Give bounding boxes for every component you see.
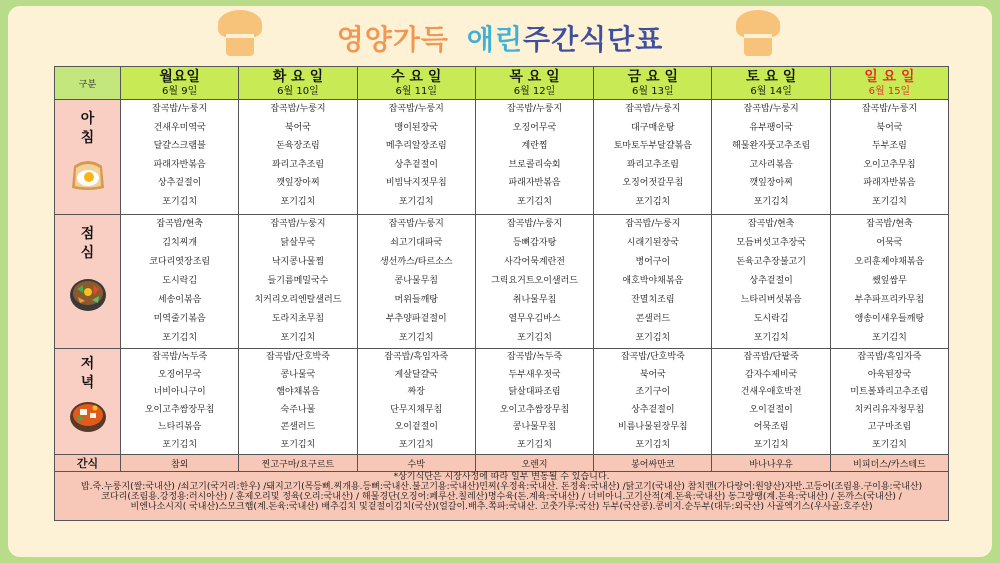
menu-item: 오이겉절이 <box>749 404 793 415</box>
weekly-menu-table <box>54 66 949 521</box>
menu-item: 포기김치 <box>517 439 552 450</box>
menu-item: 잡곡밥/누룽지 <box>506 219 563 229</box>
menu-item: 감자수제비국 <box>745 369 798 380</box>
row-label-lunch <box>55 215 121 349</box>
menu-item: 비빔낙지젓무침 <box>385 178 447 189</box>
menu-item: 해물완자풋고추조림 <box>732 141 811 152</box>
menu-item: 북어국 <box>639 369 666 380</box>
menu-item: 오이고추쌈장무침 <box>499 404 570 415</box>
day-header <box>594 67 712 100</box>
title-part2b: 주간식단표 <box>523 23 664 56</box>
menu-item: 잡곡밥/누룽지 <box>506 104 563 114</box>
snack-cell: 바나나우유 <box>712 455 830 472</box>
menu-item: 대구매운탕 <box>631 122 675 133</box>
menu-cell <box>830 100 948 215</box>
menu-item: 병어구이 <box>635 257 671 267</box>
day-header <box>712 67 830 100</box>
day-date: 6월 10일 <box>277 85 319 97</box>
menu-item: 오이겉절이 <box>394 422 438 432</box>
menu-item: 파래자반볶음 <box>863 178 916 189</box>
menu-item: 포기김치 <box>162 439 198 450</box>
menu-item: 고구마조림 <box>867 422 912 432</box>
menu-cell <box>121 349 239 455</box>
snack-cell: 참외 <box>121 455 239 472</box>
menu-item: 어묵국 <box>876 238 903 248</box>
day-name: 토 요 일 <box>745 68 797 85</box>
menu-item: 부추파프리카무침 <box>854 295 925 305</box>
menu-item: 게살달걀국 <box>394 369 438 380</box>
menu-item: 부추양파겉절이 <box>385 314 447 324</box>
menu-item: 돈육고추장불고기 <box>736 257 806 267</box>
note-line: *상기식단은 시장사정에 따라 일부 변동될 수 있습니다. <box>393 472 610 482</box>
day-name: 일 요 일 <box>864 68 915 85</box>
menu-item: 포기김치 <box>635 439 671 450</box>
menu-cell <box>712 349 830 455</box>
menu-item: 메추리알장조림 <box>385 141 447 152</box>
menu-cell <box>475 100 593 215</box>
menu-item: 취나물무침 <box>512 295 557 305</box>
menu-item: 잔멸치조림 <box>631 295 675 305</box>
menu-item: 잡곡밥/단호박죽 <box>265 352 330 362</box>
menu-item: 포기김치 <box>398 439 434 450</box>
menu-item: 잡곡밥/녹두죽 <box>152 352 208 362</box>
menu-item: 잡곡밥/단팥죽 <box>743 352 799 362</box>
menu-item: 건새우미역국 <box>153 122 206 133</box>
menu-item: 비름나물된장무침 <box>618 422 688 432</box>
menu-item: 조기구이 <box>635 387 671 397</box>
menu-item: 들기름메밀국수 <box>267 276 329 286</box>
menu-item: 잡곡밥/녹두죽 <box>506 352 563 362</box>
menu-item: 상추겉절이 <box>157 178 202 189</box>
menu-item: 콩나물무침 <box>394 276 438 286</box>
snack-cell: 수박 <box>357 455 475 472</box>
menu-item: 꽈리고추조림 <box>626 159 679 170</box>
menu-item: 미트볼꽈리고추조림 <box>850 387 929 397</box>
menu-item: 콩나물무침 <box>512 422 557 432</box>
menu-item: 김치찌개 <box>162 238 198 248</box>
menu-cell <box>239 215 357 349</box>
menu-cell <box>239 100 357 215</box>
menu-item: 맹이된장국 <box>394 122 438 133</box>
menu-item: 쇠고기대파국 <box>390 238 443 248</box>
menu-cell <box>830 215 948 349</box>
header-corner: 구분 <box>55 67 121 100</box>
menu-item: 두부새우젓국 <box>508 369 561 380</box>
menu-item: 깻잎장아찌 <box>749 178 793 189</box>
menu-item: 잡곡밥/누룽지 <box>625 219 681 229</box>
menu-item: 잡곡밥/현축 <box>156 219 203 229</box>
day-header <box>357 67 475 100</box>
menu-item: 포기김치 <box>635 333 671 343</box>
menu-item: 포기김치 <box>280 333 316 343</box>
menu-item: 포기김치 <box>635 196 671 207</box>
menu-item: 잡곡밥/현축 <box>747 219 795 229</box>
menu-item: 잡곡밥/누룽지 <box>270 219 326 229</box>
menu-item: 잡곡밥/누룽지 <box>388 104 444 114</box>
menu-item: 오리훈제야채볶음 <box>854 257 925 267</box>
menu-item: 상추겉절이 <box>631 404 675 415</box>
menu-item: 두부조림 <box>872 141 907 152</box>
menu-cell <box>712 100 830 215</box>
menu-item: 치커리오리엔탈샐러드 <box>254 295 342 305</box>
menu-item: 오징어무국 <box>157 369 202 380</box>
menu-item: 콩나물국 <box>280 369 316 380</box>
row-label-snack: 간식 <box>55 455 121 472</box>
snack-cell: 비피더스/카스테드 <box>830 455 948 472</box>
menu-item: 오징어무국 <box>512 122 557 133</box>
snack-cell: 봉어싸만코 <box>594 455 712 472</box>
day-date: 6월 14일 <box>750 85 792 97</box>
menu-item: 포기김치 <box>872 333 907 343</box>
menu-item: 포기김치 <box>753 196 789 207</box>
menu-item: 닭살무국 <box>280 238 316 248</box>
menu-item: 고사리볶음 <box>749 159 793 170</box>
menu-item: 오이고추쌈장무침 <box>144 404 215 415</box>
title-part1: 영양가득 <box>336 23 449 56</box>
menu-item: 포기김치 <box>398 333 434 343</box>
menu-item: 파래자반볶음 <box>508 178 561 189</box>
menu-item: 건새우애호박전 <box>740 387 802 397</box>
menu-item: 포기김치 <box>280 439 316 450</box>
menu-item: 돈육장조림 <box>276 141 320 152</box>
menu-item: 미역줄기볶음 <box>153 314 206 324</box>
menu-item: 포기김치 <box>162 333 198 343</box>
menu-cell <box>357 215 475 349</box>
menu-item: 짜장 <box>407 387 425 397</box>
menu-item: 포기김치 <box>753 439 789 450</box>
menu-item: 머위들깨탕 <box>394 295 438 305</box>
menu-item: 잡곡밥/단호박죽 <box>620 352 685 362</box>
menu-item: 너비아니구이 <box>153 387 206 397</box>
menu-item: 포기김치 <box>517 196 552 207</box>
day-name: 수 요 일 <box>391 68 442 85</box>
origin-notes <box>55 472 949 521</box>
title-part2a: 애린 <box>466 23 524 56</box>
menu-item: 상추겉절이 <box>394 159 438 170</box>
menu-item: 꽈리고추조림 <box>271 159 325 170</box>
menu-item: 잡곡밥/흑임자죽 <box>857 352 922 362</box>
menu-item: 포기김치 <box>398 196 434 207</box>
menu-item: 콘샐러드 <box>635 314 671 324</box>
menu-item: 그릭요거트오이샐러드 <box>491 276 579 286</box>
menu-item: 생선까스/타르소스 <box>379 257 453 267</box>
menu-item: 잡곡밥/누룽지 <box>388 219 444 229</box>
menu-item: 콘샐러드 <box>280 422 316 432</box>
menu-item: 도시락김 <box>753 314 789 324</box>
menu-item: 등뼈감자탕 <box>512 238 557 248</box>
menu-item: 포기김치 <box>162 196 198 207</box>
menu-item: 브로콜리숙회 <box>508 159 561 170</box>
menu-item: 파래자반볶음 <box>153 159 206 170</box>
menu-cell <box>594 349 712 455</box>
row-label-dinner <box>55 349 121 455</box>
menu-item: 잡곡밥/누룽지 <box>625 104 681 114</box>
menu-item: 코다리엿장조림 <box>149 257 211 267</box>
row-label-char: 아 <box>80 111 95 127</box>
menu-item: 시래기된장국 <box>626 238 679 248</box>
menu-cell <box>712 215 830 349</box>
menu-item: 아욱된장국 <box>867 369 912 380</box>
menu-item: 포기김치 <box>753 333 789 343</box>
menu-item: 사각어묵계란전 <box>504 257 565 267</box>
day-name: 화 요 일 <box>272 68 324 85</box>
menu-item: 포기김치 <box>872 439 907 450</box>
menu-item: 포기김치 <box>280 196 316 207</box>
menu-item: 포기김치 <box>872 196 907 207</box>
menu-item: 북어국 <box>876 122 903 133</box>
menu-item: 도라지초무침 <box>271 314 325 324</box>
menu-item: 오이고추무침 <box>863 159 916 170</box>
day-name: 금 요 일 <box>627 68 678 85</box>
menu-item: 앵송이새우들깨탕 <box>854 314 925 324</box>
fried-egg-icon <box>68 158 108 192</box>
row-label-char: 저 <box>80 356 95 372</box>
menu-cell <box>830 349 948 455</box>
menu-item: 계란찜 <box>521 141 548 152</box>
day-date: 6월 12일 <box>513 85 556 97</box>
note-line: 밥.죽.누룽지(쌀:국내산) /쇠고기(국거리:한우) /돼지고기(목등뼈.찌개용.등뼈:국내산.불고기용:국내산)민찌(우정육:국내산. 돈정육:국내산) /닭고기(국내산) 참치캔(가다랑어:원양산)자반.고등어(조림용.구이용:국내산) <box>80 482 923 492</box>
menu-cell <box>357 349 475 455</box>
menu-item: 상추겉절이 <box>749 276 793 286</box>
menu-item: 잡곡밥/누룽지 <box>270 104 326 114</box>
menu-item: 잡곡밥/흑임자죽 <box>384 352 449 362</box>
menu-item: 느타리버섯볶음 <box>740 295 802 305</box>
bibimbap-bowl-icon <box>68 275 108 313</box>
row-label-char: 침 <box>80 130 95 146</box>
day-name: 목 요 일 <box>509 68 560 85</box>
menu-item: 잡곡밥/누룽지 <box>861 104 918 114</box>
menu-item: 북어국 <box>284 122 311 133</box>
menu-item: 닭살대파조림 <box>508 387 561 397</box>
menu-item: 잡곡밥/누룽지 <box>743 104 799 114</box>
menu-cell <box>475 349 593 455</box>
menu-item: 달걀스크램블 <box>153 141 206 152</box>
menu-cell <box>357 100 475 215</box>
day-header <box>239 67 357 100</box>
day-date: 6월 9일 <box>162 85 198 97</box>
menu-cell <box>239 349 357 455</box>
day-date: 6월 13일 <box>632 85 674 97</box>
menu-item: 포기김치 <box>517 333 552 343</box>
menu-item: 오징어젓갈무침 <box>622 178 684 189</box>
note-line: 코다리(조림용.강정용:러시아산) / 훈제오리및 정육(오리:국내산) / 해물경단(오징어:페루산.칠레산)명수육(돈.계육:국내산) / 너비아니.고기산적(계.돈육:국내산) 동그랑땡(계.돈육:국내산) / 돈까스(국내산) / <box>101 492 902 502</box>
menu-item: 모듬버섯고추장국 <box>736 238 806 248</box>
row-label-char: 점 <box>80 226 95 242</box>
menu-item: 잡곡밥/현축 <box>866 219 913 229</box>
snack-cell: 오렌지 <box>475 455 593 472</box>
menu-item: 어묵조림 <box>753 422 789 432</box>
stew-pot-icon <box>68 393 108 435</box>
menu-item: 단무지채무침 <box>390 404 443 415</box>
day-date: 6월 11일 <box>395 85 438 97</box>
day-header <box>121 67 239 100</box>
note-line: 비엔나소시지( 국내산)스모크햄(계.돈육:국내산) 배추김치 및겉절이김치(국산)(얼갈이.배추.쪽파:국내산. 고춧가루:국산) 두부(국산콩).콩비지.순두부(대두:외국산) 사골엑기스(우사골:호주산) <box>130 502 873 512</box>
menu-cell <box>594 100 712 215</box>
menu-item: 유부팽이국 <box>749 122 793 133</box>
menu-item: 느타리볶음 <box>157 422 202 432</box>
menu-item: 깻잎장아찌 <box>276 178 320 189</box>
menu-item: 낙지콩나물찜 <box>271 257 325 267</box>
page-title <box>0 18 1000 58</box>
day-date: 6월 15일 <box>868 85 911 97</box>
row-label-breakfast <box>55 100 121 215</box>
snack-cell: 찐고구마/요구르트 <box>239 455 357 472</box>
menu-item: 햄야채볶음 <box>276 387 320 397</box>
menu-item: 숙주나물 <box>280 404 316 415</box>
menu-item: 쌨잎쌈무 <box>872 276 907 286</box>
menu-item: 애호박야채볶음 <box>622 276 684 286</box>
menu-item: 잡곡밥/누룽지 <box>152 104 208 114</box>
menu-item: 열무우김바스 <box>508 314 561 324</box>
day-header-sunday <box>830 67 948 100</box>
menu-cell <box>594 215 712 349</box>
day-name: 월요일 <box>159 68 200 85</box>
menu-cell <box>121 215 239 349</box>
menu-item: 도시락김 <box>162 276 198 286</box>
menu-cell <box>475 215 593 349</box>
day-header <box>475 67 593 100</box>
row-label-char: 심 <box>80 245 95 261</box>
menu-item: 세송이볶음 <box>157 295 202 305</box>
menu-cell <box>121 100 239 215</box>
menu-item: 토마토두부달걀볶음 <box>613 141 692 152</box>
menu-item: 치커리유자청무침 <box>854 404 925 415</box>
row-label-char: 녁 <box>80 375 95 391</box>
